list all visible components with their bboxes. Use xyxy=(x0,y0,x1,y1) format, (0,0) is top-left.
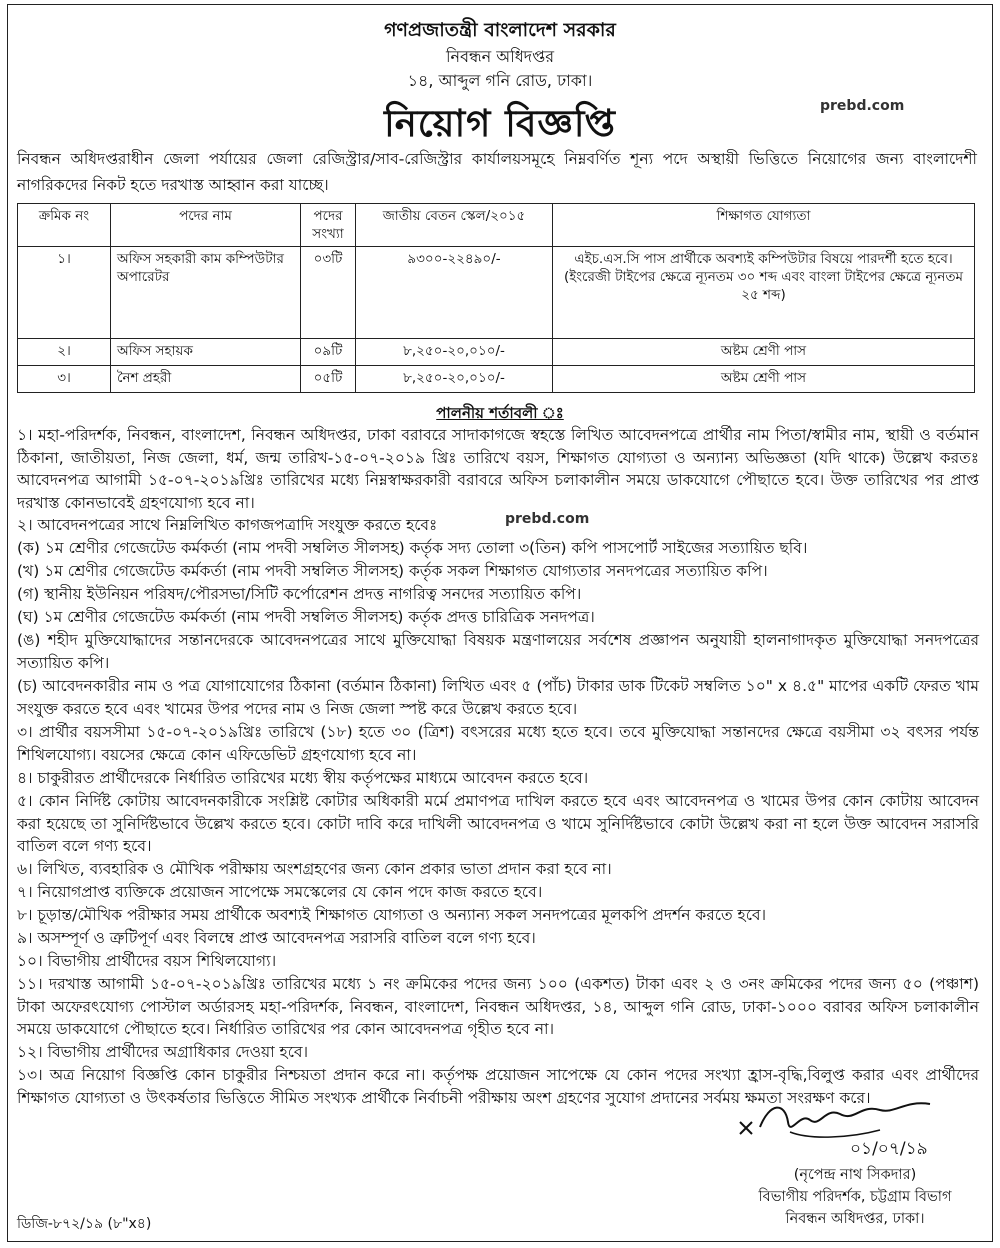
condition-10: ১০। বিভাগীয় প্রার্থীদের বয়স শিথিলযোগ্য। xyxy=(17,952,277,970)
cell-qualification: অষ্টম শ্রেণী পাস xyxy=(553,366,975,393)
condition-11: ১১। দরখাস্ত আগামী ১৫-০৭-২০১৯খ্রিঃ তারিখের মধ্যে ১ নং ক্রমিকের পদের জন্য ১০০ (একশত) টাকা এবং ২ ও ৩নং ক্রমিকের পদের জন্য ৫০ (পঞ্চাশ) টাকা অফেরৎযোগ্য পোস্টাল অর্ডারসহ মহা-পরিদর্শক, নিবন্ধন, বাংলাদেশ, নিবন্ধন অধিদপ্তর, ১৪, আব্দুল গনি রোড, ঢাকা-১০০০ বরাবর অফিস চলাকালীন সময়ে ডাকযোগে পৌছাতে হবে। নির্ধারিত তারিখের পর কোন আবেদনপত্র গৃহীত হবে না। xyxy=(17,975,979,1038)
cell-qualification: অষ্টম শ্রেণী পাস xyxy=(553,339,975,366)
cell-serial: ১। xyxy=(18,247,111,339)
table-row xyxy=(18,247,975,339)
cell-serial: ২। xyxy=(18,339,111,366)
col-header-count: পদের সংখ্যা xyxy=(301,204,356,247)
condition-13: ১৩। অত্র নিয়োগ বিজ্ঞপ্তি কোন চাকুরীর নিশ্চয়তা প্রদান করে না। কর্তৃপক্ষ প্রয়োজন সাপেক্ষে যে কোন পদের সংখ্যা হ্রাস-বৃদ্ধি,বিলুপ্ত করার এবং প্রার্থীদের শিক্ষাগত যোগ্যতা ও উৎকর্ষতার ভিত্তিতে সীমিত সংখ্যক প্রার্থীকে নির্বাচনী পরীক্ষায় অংশ গ্রহণের সুযোগ প্রদানের সর্বময় ক্ষমতা সংরক্ষণ করে। xyxy=(17,1066,979,1107)
condition-2-a: (ক) ১ম শ্রেণীর গেজেটেড কর্মকর্তা (নাম পদবী সম্বলিত সীলসহ) কর্তৃক সদ্য তোলা ৩(তিন) কপি পাসপোর্ট সাইজের সত্যায়িত ছবি। xyxy=(17,539,808,557)
department-address: ১৪, আব্দুল গনি রোড, ঢাকা। xyxy=(407,71,593,90)
table-row xyxy=(18,366,975,393)
condition-12: ১২। বিভাগীয় প্রার্থীদের অগ্রাধিকার দেওয়া হবে। xyxy=(17,1043,309,1061)
table-header-row xyxy=(18,204,975,247)
condition-1: ১। মহা-পরিদর্শক, নিবন্ধন, বাংলাদেশ, নিবন্ধন অধিদপ্তর, ঢাকা বরাবরে সাদাকাগজে স্বহস্তে লিখিত আবেদনপত্রে প্রার্থীর নাম পিতা/স্বামীর নাম, স্থায়ী ও বর্তমান ঠিকানা, জাতীয়তা, নিজ জেলা, ধর্ম, জন্ম তারিখ-১৫-০৭-২০১৯ খ্রিঃ তারিখে বয়স, শিক্ষাগত যোগ্যতা ও অন্যান্য অভিজ্ঞতা (যদি থাকে) উল্লেখ করতঃ আবেদনপত্র আগামী ১৫-০৭-২০১৯খ্রিঃ তারিখের মধ্যে নিম্নস্বাক্ষরকারী বরাবরে অফিস চলাকালীন সময়ে ডাকযোগে পৌছাতে হবে। উক্ত তারিখের পর প্রাপ্ত দরখাস্ত কোনভাবেই গ্রহণযোগ্য হবে না। xyxy=(17,426,979,512)
condition-4: ৪। চাকুরীরত প্রার্থীদেরকে নির্ধারিত তারিখের মধ্যে স্বীয় কর্তৃপক্ষের মাধ্যমে আবেদন করতে হবে। xyxy=(17,769,589,787)
footer-reference-code: ডিজি-৮৭২/১৯ (৮"x৪) xyxy=(17,1216,152,1232)
cell-pay-scale: ৯৩০০-২২৪৯০/- xyxy=(356,247,553,339)
watermark: prebd.com xyxy=(820,98,905,114)
col-header-pay-scale: জাতীয় বেতন স্কেল/২০১৫ xyxy=(356,204,553,247)
cell-serial: ৩। xyxy=(18,366,111,393)
signature-date: ০১/০৭/১৯ xyxy=(850,1139,928,1159)
cell-count: ০৩টি xyxy=(301,247,356,339)
cell-qualification: এইচ.এস.সি পাস প্রার্থীকে অবশ্যই কম্পিউটার বিষয়ে পারদর্শী হতে হবে। (ইংরেজী টাইপের ক্ষেত্রে ন্যূনতম ৩০ শব্দ এবং বাংলা টাইপের ক্ষেত্রে ন্যূনতম ২৫ শব্দ) xyxy=(553,247,975,339)
government-name: গণপ্রজাতন্ত্রী বাংলাদেশ সরকার xyxy=(384,19,616,41)
table-row xyxy=(18,339,975,366)
handwritten-signature xyxy=(730,1092,960,1162)
intro-paragraph: নিবন্ধন অধিদপ্তরাধীন জেলা পর্যায়ের জেলা রেজিস্ট্রার/সাব-রেজিস্ট্রার কার্যালয়সমূহে নিম্নবর্ণিত শূন্য পদে অস্থায়ী ভিত্তিতে নিয়োগের জন্য বাংলাদেশী নাগরিকদের নিকট হতে দরখাস্ত আহ্বান করা যাচ্ছে। xyxy=(17,150,977,194)
condition-7: ৭। নিয়োগপ্রাপ্ত ব্যক্তিকে প্রয়োজন সাপেক্ষে সমস্কেলের যে কোন পদে কাজ করতে হবে। xyxy=(17,883,543,901)
signer-name: (নৃপেন্দ্র নাথ সিকদার) xyxy=(793,1167,917,1183)
cell-pay-scale: ৮,২৫০-২০,০১০/- xyxy=(356,339,553,366)
signer-designation: বিভাগীয় পরিদর্শক, চট্টগ্রাম বিভাগ xyxy=(758,1189,952,1205)
col-header-post: পদের নাম xyxy=(111,204,301,247)
condition-2-c: (গ) স্থানীয় ইউনিয়ন পরিষদ/পৌরসভা/সিটি কর্পোরেশন প্রদত্ত নাগরিত্ব সনদের সত্যায়িত কপি। xyxy=(17,585,582,603)
condition-9: ৯। অসম্পূর্ণ ও ত্রুটিপূর্ণ এবং বিলম্বে প্রাপ্ত আবেদনপত্র সরাসরি বাতিল বলে গণ্য হবে। xyxy=(17,929,536,947)
conditions-heading: পালনীয় শর্তাবলী ঃ xyxy=(436,404,564,422)
condition-6: ৬। লিখিত, ব্যবহারিক ও মৌখিক পরীক্ষায় অংশগ্রহণের জন্য কোন প্রকার ভাতা প্রদান করা হবে না। xyxy=(17,860,612,878)
condition-8: ৮। চূড়ান্ত/মৌখিক পরীক্ষার সময় প্রার্থীকে অবশ্যই শিক্ষাগত যোগ্যতা ও অন্যান্য সকল সনদপত্রের মূলকপি প্রদর্শন করতে হবে। xyxy=(17,906,767,924)
cell-post: অফিস সহায়ক xyxy=(111,339,301,366)
condition-2-d: (ঘ) ১ম শ্রেণীর গেজেটেড কর্মকর্তা (নাম পদবী সম্বলিত সীলসহ) কর্তৃক প্রদত্ত চারিত্রিক সনদপত্র। xyxy=(17,608,595,626)
vacancy-table xyxy=(17,203,975,393)
condition-5: ৫। কোন নির্দিষ্ট কোটায় আবেদনকারীকে সংশ্লিষ্ট কোটার অধিকারী মর্মে প্রমাণপত্র দাখিল করতে হবে এবং আবেদনপত্র ও খামের উপর কোন কোটায় আবেদন করা হয়েছে তা সুনির্দিষ্টভাবে উল্লেখ করতে হবে। কোটা দাবি করে দাখিলী আবেদনপত্র ও খামে সুনির্দিষ্টভাবে কোটা উল্লেখ করা না হলে উক্ত আবেদন সরাসরি বাতিল বলে গণ্য হবে। xyxy=(17,792,979,855)
cell-post: অফিস সহকারী কাম কম্পিউটার অপারেটর xyxy=(111,247,301,339)
department-name: নিবন্ধন অধিদপ্তর xyxy=(445,47,555,66)
watermark: prebd.com xyxy=(505,511,590,527)
condition-2-f: (চ) আবেদনকারীর নাম ও পত্র যোগাযোগের ঠিকানা (বর্তমান ঠিকানা) লিখিত এবং ৫ (পাঁচ) টাকার ডাক টিকেট সম্বলিত ১০" x ৪.৫" মাপের একটি ফেরত খাম সংযুক্ত করতে হবে এবং খামের উপর পদের নাম ও নিজ জেলা স্পষ্ট করে উল্লেখ করতে হবে। xyxy=(17,677,979,718)
condition-2: ২। আবেদনপত্রের সাথে নিম্নলিখিত কাগজপত্রাদি সংযুক্ত করতে হবেঃ xyxy=(17,516,438,534)
condition-2-e: (ঙ) শহীদ মুক্তিযোদ্ধাদের সন্তানদেরকে আবেদনপত্রের সাথে মুক্তিযোদ্ধা বিষয়ক মন্ত্রণালয়ের সর্বশেষ প্রজ্ঞাপন অনুযায়ী হালনাগাদকৃত মুক্তিযোদ্ধা সনদপত্রের সত্যায়িত কপি। xyxy=(17,631,979,672)
col-header-qualification: শিক্ষাগত যোগ্যতা xyxy=(553,204,975,247)
condition-3: ৩। প্রার্থীর বয়সসীমা ১৫-০৭-২০১৯খ্রিঃ তারিখে (১৮) হতে ৩০ (ত্রিশ) বৎসরের মধ্যে হতে হবে। তবে মুক্তিযোদ্ধা সন্তানদের ক্ষেত্রে বয়সীমা ৩২ বৎসর পর্যন্ত শিথিলযোগ্য। বয়সের ক্ষেত্রে কোন এফিডেভিট গ্রহণযোগ্য হবে না। xyxy=(17,723,979,764)
col-header-serial: ক্রমিক নং xyxy=(18,204,111,247)
signer-office: নিবন্ধন অধিদপ্তর, ঢাকা। xyxy=(785,1211,925,1227)
cell-count: ০৫টি xyxy=(301,366,356,393)
cell-post: নৈশ প্রহরী xyxy=(111,366,301,393)
condition-2-b: (খ) ১ম শ্রেণীর গেজেটেড কর্মকর্তা (নাম পদবী সম্বলিত সীলসহ) কর্তৃক সকল শিক্ষাগত যোগ্যতার সনদপত্রের সত্যায়িত কপি। xyxy=(17,562,768,580)
cell-pay-scale: ৮,২৫০-২০,০১০/- xyxy=(356,366,553,393)
notice-title: নিয়োগ বিজ্ঞপ্তি xyxy=(384,102,616,145)
cell-count: ০৯টি xyxy=(301,339,356,366)
